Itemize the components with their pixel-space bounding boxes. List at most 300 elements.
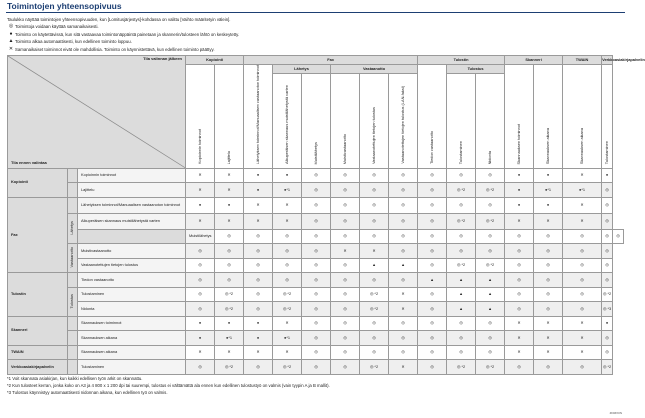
compatibility-cell: ◎ (360, 273, 389, 288)
table-corner (8, 56, 186, 169)
row-label: Nidonta (78, 302, 186, 317)
compatibility-cell: ◎ (447, 197, 476, 213)
compatibility-cell: ▲ (447, 302, 476, 317)
figure-code: ZDMX0N (609, 411, 622, 415)
compatibility-cell: ● (186, 197, 215, 213)
compatibility-cell: ◎ (534, 229, 563, 244)
compatibility-cell: ◎ (273, 258, 302, 273)
row-subcategory-empty (68, 168, 78, 183)
column-header: Tulostaminen (447, 74, 476, 169)
compatibility-cell: ▲ (418, 273, 447, 288)
compatibility-cell: ◎ (215, 229, 244, 244)
compatibility-cell: ◎ (302, 345, 331, 360)
compatibility-cell: ◎ (302, 197, 331, 213)
cross-icon: ✕ (8, 45, 14, 52)
row-label: Skannauksen aikana (78, 345, 186, 360)
compatibility-cell: ◎ (331, 197, 360, 213)
subgroup-header-vastaanotto: Vastaanotto (331, 65, 418, 74)
compatibility-cell: ◎ (505, 258, 534, 273)
compatibility-cell: ● (244, 168, 273, 183)
compatibility-cell: ◎ (389, 273, 418, 288)
compatibility-cell: ● (273, 168, 302, 183)
compatibility-cell: ◎ (215, 244, 244, 259)
column-header: Alkuperäisen skannaus muistilähetystä varten (273, 74, 302, 169)
compatibility-cell: ● (534, 197, 563, 213)
column-header: Nidonta (476, 74, 505, 169)
compatibility-cell: ◎ (418, 168, 447, 183)
compatibility-cell: ◎ (331, 183, 360, 198)
compatibility-cell: ◎ (360, 197, 389, 213)
compatibility-cell: ● (186, 331, 215, 346)
compatibility-cell: ◎ (418, 197, 447, 213)
column-header: Skannauksen aikana (563, 65, 602, 169)
compatibility-cell: ● (215, 316, 244, 331)
compatibility-cell: ◎ (331, 316, 360, 331)
compatibility-cell: ✕ (534, 331, 563, 346)
row-label: Tulostaminen (78, 360, 186, 375)
compatibility-table (7, 55, 645, 375)
group-header-tulostin: Tulostin (418, 56, 505, 65)
table-row (8, 197, 624, 213)
compatibility-cell: ✕ (244, 197, 273, 213)
row-category: Skanneri (8, 316, 68, 345)
subgroup-header-lahetys: Lähetys (273, 65, 331, 74)
compatibility-cell: ✕ (244, 345, 273, 360)
group-header-twain: TWAIN (563, 56, 602, 65)
row-subcategory-empty (68, 360, 78, 375)
compatibility-cell: ✕ (563, 331, 602, 346)
compatibility-cell: ◎ (505, 244, 534, 259)
compatibility-cell: ◎ (331, 302, 360, 317)
compatibility-cell: ◎ (447, 316, 476, 331)
compatibility-cell: ◎ *2 (447, 213, 476, 229)
compatibility-cell: ▲ (389, 258, 418, 273)
row-subcategory: Tulostus (68, 287, 78, 316)
filled-circle-icon: ● (9, 30, 13, 37)
compatibility-cell: ◎ *2 (476, 183, 505, 198)
compatibility-cell: ◎ (389, 183, 418, 198)
compatibility-cell: ◎ (505, 229, 534, 244)
compatibility-cell: ◎ (389, 229, 418, 244)
compatibility-cell: ✕ (389, 287, 418, 302)
compatibility-cell: ◎ (476, 168, 505, 183)
compatibility-cell: ✕ (215, 345, 244, 360)
compatibility-cell: ◎ (602, 331, 613, 346)
corner-diagonal (8, 56, 185, 168)
compatibility-cell: ◎ (302, 287, 331, 302)
compatibility-cell: ◎ (186, 244, 215, 259)
column-header: Lähetyksen toiminnot/Manuaalisen vastaanoton toiminnot (244, 65, 273, 169)
compatibility-cell: ◎ (476, 244, 505, 259)
compatibility-cell: ◎ (302, 258, 331, 273)
compatibility-cell: ◎ *2 (476, 360, 505, 375)
compatibility-cell: ◎ (505, 287, 534, 302)
compatibility-cell: ✕ (563, 168, 602, 183)
compatibility-cell: ✕ (534, 213, 563, 229)
compatibility-cell: ◎ (476, 331, 505, 346)
compatibility-cell: ◎ *2 (360, 287, 389, 302)
compatibility-cell: ✕ (186, 168, 215, 183)
compatibility-cell: ▲ (447, 287, 476, 302)
compatibility-cell: ●*1 (273, 183, 302, 198)
compatibility-cell: ✕ (273, 345, 302, 360)
legend-item (7, 31, 567, 38)
subgroup-header-tulostus: Tulostus (447, 65, 505, 74)
legend-text: Samanaikaiset toiminnot eivät ole mahdollisia. Toiminto on käynnistettävä, kun edellinen toiminto päättyy. (15, 46, 215, 52)
compatibility-cell: ◎ (602, 273, 613, 288)
compatibility-cell: ◎ (302, 244, 331, 259)
compatibility-cell: ◎ (563, 302, 602, 317)
compatibility-cell: ◎ (273, 229, 302, 244)
compatibility-cell: ◎ *2 (447, 183, 476, 198)
compatibility-cell: ◎ (389, 213, 418, 229)
footnote: *2 Kun tulosteet kerran, jonka koko on A3 ja 4 800 x 1 200 dpi tai suurempi, tulostus ei välttämättä ala ennen kun edellinen tulostustyö on valmis (vain tyypin A ja B mallit). (7, 383, 330, 388)
compatibility-cell: ◎ (418, 302, 447, 317)
compatibility-cell: ✕ (389, 302, 418, 317)
compatibility-cell: ◎ (418, 213, 447, 229)
table-row (8, 360, 624, 375)
compatibility-cell: ◎ (563, 258, 602, 273)
row-category: Kopiointi (8, 168, 68, 197)
compatibility-cell: ●*1 (273, 331, 302, 346)
group-header-verkko: Verkkoasiakirjapalvelin (602, 56, 613, 65)
compatibility-cell: ◎ (476, 197, 505, 213)
compatibility-cell: ▲ (447, 273, 476, 288)
compatibility-cell: ◎ (418, 229, 447, 244)
compatibility-cell: ◎ (244, 302, 273, 317)
compatibility-cell: ◎ (563, 229, 602, 244)
row-subcategory-empty (68, 183, 78, 198)
compatibility-cell: ◎ *2 (447, 258, 476, 273)
corner-label-after: Tila valinnan jälkeen (143, 56, 183, 61)
compatibility-cell: ◎ (331, 345, 360, 360)
legend-item (7, 46, 567, 53)
row-label: Skannauksen toiminnot (78, 316, 186, 331)
compatibility-cell: ◎ (447, 244, 476, 259)
column-header: Skannauksen toiminnot (505, 65, 534, 169)
compatibility-cell: ✕ (563, 316, 602, 331)
compatibility-cell: ◎ (360, 213, 389, 229)
compatibility-cell: ✕ (331, 244, 360, 259)
row-category: Tulostin (8, 273, 68, 317)
compatibility-cell: ◎ (360, 168, 389, 183)
compatibility-cell: ● (505, 168, 534, 183)
compatibility-cell: ✕ (360, 244, 389, 259)
double-circle-icon: ◎ (8, 23, 14, 30)
legend-item (7, 23, 567, 30)
compatibility-cell: ◎ (418, 287, 447, 302)
compatibility-cell: ◎ (302, 273, 331, 288)
compatibility-cell: ▲ (476, 287, 505, 302)
compatibility-cell: ✕ (215, 183, 244, 198)
compatibility-cell: ▲ (476, 302, 505, 317)
compatibility-cell: ●*1 (534, 183, 563, 198)
compatibility-cell: ◎ (563, 360, 602, 375)
compatibility-cell: ✕ (273, 213, 302, 229)
compatibility-cell: ◎ (302, 183, 331, 198)
legend-text: Toiminto on käytettävissä, kun sitä vastaavaa toimintonäppäintä painetaan ja skannerin/tulosteen lähtö on keskeytetty. (15, 31, 240, 37)
compatibility-cell: ● (186, 316, 215, 331)
compatibility-cell: ✕ (389, 360, 418, 375)
legend-item (7, 38, 567, 45)
compatibility-cell: ◎ (244, 287, 273, 302)
column-header: Skannauksen aikana (534, 65, 563, 169)
compatibility-cell: ◎ (360, 331, 389, 346)
compatibility-cell: ◎ (418, 331, 447, 346)
compatibility-cell: ◎ (447, 331, 476, 346)
compatibility-cell: ▲ (476, 273, 505, 288)
triangle-icon: ▲ (8, 38, 14, 45)
compatibility-cell: ◎ (331, 360, 360, 375)
row-subcategory-empty (68, 331, 78, 346)
row-subcategory: Lähetys (68, 213, 78, 244)
compatibility-cell: ◎ (215, 258, 244, 273)
compatibility-cell: ◎ *2 (602, 360, 613, 375)
compatibility-cell: ◎ (418, 316, 447, 331)
row-label: Alkuperäisen skannaus muistilähetystä varten (78, 213, 186, 229)
row-category: TWAIN (8, 345, 68, 360)
row-label: Muistivastaanotto (78, 244, 186, 259)
compatibility-cell: ◎ *2 (215, 360, 244, 375)
row-subcategory-empty (68, 273, 78, 288)
row-label: Vastaanotettujen tietojen tulostus (78, 258, 186, 273)
compatibility-cell: ◎ (360, 345, 389, 360)
intro-text: Taulukko näyttää toimintojen yhteensopivuuden, kun [Lomitusjärjestys]-kohdassa on valittu [Vaihto määritetyin välein]. (7, 17, 231, 22)
row-category: Verkkoasiakirjapalvelin (8, 360, 68, 375)
compatibility-cell: ◎ (273, 244, 302, 259)
compatibility-cell: ◎ (331, 331, 360, 346)
compatibility-cell: ✕ (186, 183, 215, 198)
intro-block (7, 16, 567, 54)
compatibility-cell: ◎ (563, 287, 602, 302)
compatibility-cell: ◎ (186, 273, 215, 288)
legend-text: Toimintoja voidaan käyttää samanaikaisesti. (15, 24, 99, 30)
compatibility-cell: ◎ (505, 302, 534, 317)
compatibility-cell: ◎ (534, 244, 563, 259)
compatibility-cell: ◎ (505, 360, 534, 375)
compatibility-cell: ● (244, 331, 273, 346)
compatibility-cell: ◎ (534, 273, 563, 288)
compatibility-cell: ◎ (244, 360, 273, 375)
compatibility-cell: ◎ (244, 273, 273, 288)
table-row (8, 244, 624, 259)
compatibility-cell: ✕ (273, 197, 302, 213)
compatibility-cell: ◎ (476, 229, 505, 244)
row-label: Lajittelu (78, 183, 186, 198)
compatibility-cell: ●*1 (215, 331, 244, 346)
compatibility-cell: ◎ (331, 258, 360, 273)
compatibility-cell: ● (244, 316, 273, 331)
compatibility-cell: ✕ (505, 331, 534, 346)
compatibility-cell: ◎ (418, 258, 447, 273)
compatibility-cell: ◎ (389, 331, 418, 346)
table-row (8, 302, 624, 317)
compatibility-cell: ◎ (602, 229, 613, 244)
compatibility-cell: ◎ *2 (476, 213, 505, 229)
compatibility-cell: ◎ (447, 168, 476, 183)
compatibility-cell: ◎ (476, 316, 505, 331)
column-header: Vastaanotettujen tietojen tulostus (360, 74, 389, 169)
compatibility-cell: ◎ (302, 316, 331, 331)
compatibility-cell: ● (505, 197, 534, 213)
table-row (8, 273, 624, 288)
compatibility-cell: ●*1 (563, 183, 602, 198)
row-subcategory-empty (68, 316, 78, 331)
compatibility-cell: ◎ (302, 331, 331, 346)
footnote: *3 Tulostus käynnistyy automaattisesti nidonnan aikana, kun edellinen työ on valmis. (7, 390, 168, 395)
compatibility-cell: ◎ (602, 183, 613, 198)
column-header: Muistivastaanotto (331, 74, 360, 169)
compatibility-cell: ◎ (534, 287, 563, 302)
compatibility-cell: ◎ (418, 183, 447, 198)
compatibility-cell: ◎ (563, 273, 602, 288)
compatibility-cell: ◎ (476, 345, 505, 360)
compatibility-cell: ✕ (505, 345, 534, 360)
compatibility-cell: ✕ (505, 316, 534, 331)
row-category: Fax (8, 197, 68, 273)
row-label: Muistilähetys (186, 229, 215, 244)
compatibility-cell: ◎ *2 (273, 360, 302, 375)
compatibility-cell: ● (602, 316, 613, 331)
compatibility-cell: ◎ (302, 360, 331, 375)
compatibility-cell: ◎ *2 (215, 302, 244, 317)
compatibility-cell: ◎ (273, 273, 302, 288)
compatibility-cell: ◎ (186, 360, 215, 375)
compatibility-cell: ◎ (602, 197, 613, 213)
compatibility-cell: ● (215, 197, 244, 213)
compatibility-cell: ◎ (613, 229, 624, 244)
compatibility-cell: ◎ (505, 273, 534, 288)
compatibility-cell: ✕ (505, 213, 534, 229)
compatibility-cell: ◎ *2 (360, 360, 389, 375)
corner-label-before: Tila ennen valintaa (11, 160, 47, 166)
row-subcategory: Vastaanotto (68, 244, 78, 273)
compatibility-cell: ◎ (389, 197, 418, 213)
compatibility-cell: ◎ (186, 287, 215, 302)
compatibility-cell: ◎ (244, 229, 273, 244)
table-row (8, 345, 624, 360)
compatibility-cell: ✕ (534, 316, 563, 331)
group-header-kopiointi: Kopiointi (186, 56, 244, 65)
compatibility-cell: ◎ (389, 168, 418, 183)
compatibility-cell: ◎ *2 (215, 287, 244, 302)
compatibility-cell: ◎ (302, 302, 331, 317)
table-row (8, 331, 624, 346)
compatibility-cell: ◎ (215, 273, 244, 288)
column-header: Lajittelu (215, 65, 244, 169)
compatibility-cell: ◎ *2 (360, 302, 389, 317)
table-row (8, 287, 624, 302)
compatibility-cell: ▲ (360, 258, 389, 273)
compatibility-cell: ✕ (186, 345, 215, 360)
table-row (8, 168, 624, 183)
compatibility-cell: ◎ (331, 287, 360, 302)
group-header-fax: Fax (244, 56, 418, 65)
compatibility-cell: ● (505, 183, 534, 198)
compatibility-cell: ◎ (418, 244, 447, 259)
title-divider (6, 12, 625, 13)
page-title: Toimintojen yhteensopivuus (7, 1, 122, 11)
compatibility-cell: ◎ (447, 345, 476, 360)
compatibility-cell: ◎ (563, 244, 602, 259)
compatibility-cell: ◎ (244, 258, 273, 273)
compatibility-cell: ◎ (360, 229, 389, 244)
compatibility-cell: ◎ (302, 213, 331, 229)
compatibility-cell: ✕ (215, 213, 244, 229)
compatibility-cell: ✕ (563, 213, 602, 229)
row-label: Tulostaminen (78, 287, 186, 302)
compatibility-cell: ✕ (273, 316, 302, 331)
compatibility-cell: ◎ (534, 360, 563, 375)
compatibility-cell: ◎ (602, 258, 613, 273)
compatibility-cell: ◎ *2 (273, 287, 302, 302)
column-header: Muistilähetys (302, 74, 331, 169)
compatibility-cell: ◎ *3 (602, 302, 613, 317)
compatibility-cell: ◎ *2 (273, 302, 302, 317)
compatibility-cell: ◎ (418, 345, 447, 360)
compatibility-cell: ◎ (302, 229, 331, 244)
compatibility-cell: ✕ (563, 197, 602, 213)
compatibility-cell: ◎ *2 (602, 287, 613, 302)
compatibility-cell: ◎ (534, 302, 563, 317)
compatibility-cell: ◎ *2 (476, 258, 505, 273)
column-header: Tiedon vastaanotto (418, 65, 447, 169)
compatibility-cell: ◎ (186, 258, 215, 273)
compatibility-cell: ◎ (360, 316, 389, 331)
compatibility-cell: ◎ (389, 244, 418, 259)
row-subcategory-empty (78, 229, 186, 244)
footnotes (7, 375, 567, 405)
row-subcategory-empty (68, 345, 78, 360)
table-row (8, 183, 624, 198)
compatibility-cell: ◎ (389, 345, 418, 360)
compatibility-cell: ● (244, 183, 273, 198)
compatibility-cell: ● (534, 168, 563, 183)
compatibility-cell: ● (602, 168, 613, 183)
table-row (8, 258, 624, 273)
compatibility-cell: ◎ (186, 302, 215, 317)
compatibility-cell: ◎ (418, 360, 447, 375)
table-row (8, 213, 624, 229)
compatibility-cell: ◎ (302, 168, 331, 183)
compatibility-cell: ◎ (244, 244, 273, 259)
legend-text: Toiminto alkaa automaattisesti, kun edellinen toiminto loppuu. (15, 39, 132, 45)
compatibility-cell: ◎ (360, 183, 389, 198)
row-label: Kopioinnin toiminnot (78, 168, 186, 183)
table-row (8, 316, 624, 331)
compatibility-cell: ◎ (447, 229, 476, 244)
compatibility-cell: ◎ (331, 168, 360, 183)
row-subcategory-empty (68, 197, 78, 213)
compatibility-cell: ◎ (602, 244, 613, 259)
compatibility-cell: ◎ (331, 213, 360, 229)
row-label: Lähetyksen toiminnot/Manuaalisen vastaanoton toiminnot (78, 197, 186, 213)
row-label: Tiedon vastaanotto (78, 273, 186, 288)
compatibility-cell: ✕ (244, 213, 273, 229)
compatibility-cell: ✕ (534, 345, 563, 360)
compatibility-cell: ◎ (602, 213, 613, 229)
table-row (8, 229, 624, 244)
compatibility-cell: ◎ (331, 229, 360, 244)
column-header: Kopioinnin toiminnot (186, 65, 215, 169)
compatibility-cell: ◎ (389, 316, 418, 331)
compatibility-cell: ◎ (534, 258, 563, 273)
group-header-skanneri: Skanneri (505, 56, 563, 65)
footnote: *1 Voit skannata asiakirjan, kun kaikki edellisen työn arkit on skannattu. (7, 376, 143, 381)
compatibility-cell: ✕ (186, 213, 215, 229)
compatibility-cell: ◎ (602, 345, 613, 360)
row-label: Skannauksen aikana (78, 331, 186, 346)
